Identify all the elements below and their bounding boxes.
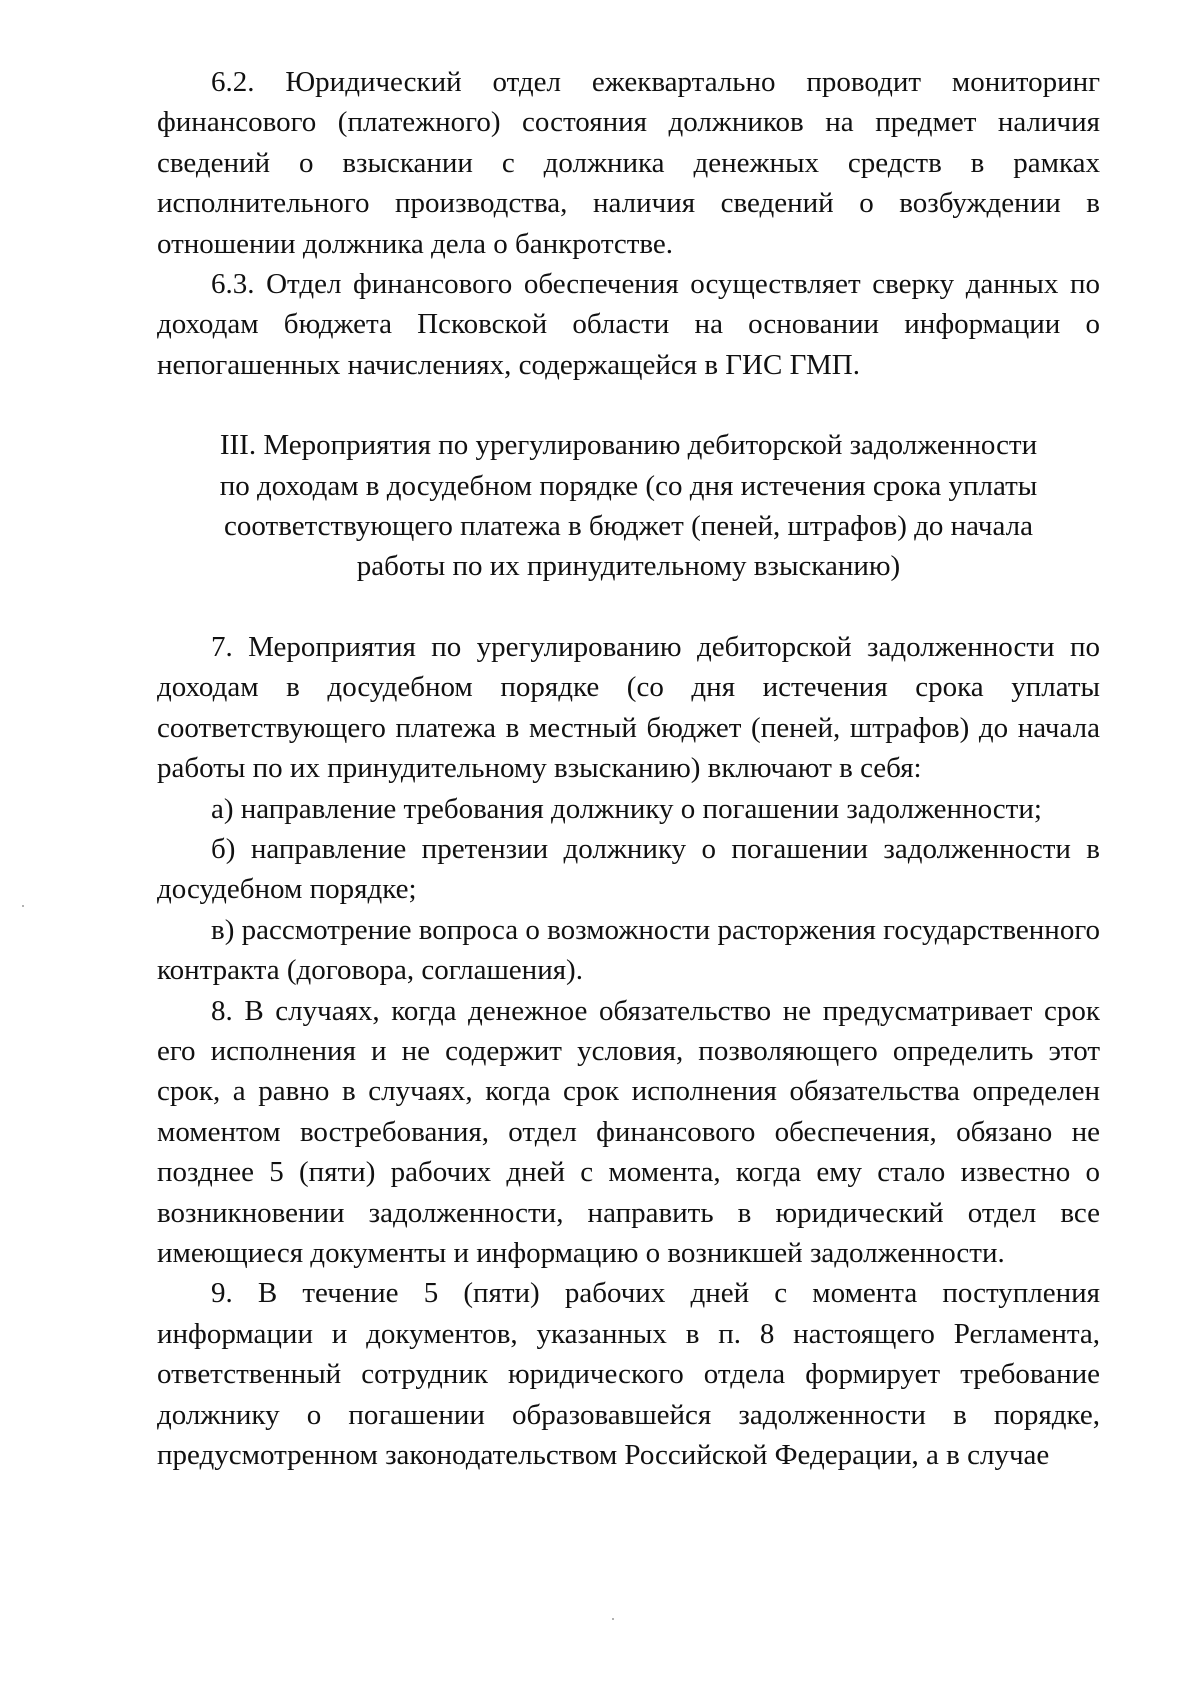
list-item-a: а) направление требования должнику о погашении задолженности; — [211, 792, 1042, 825]
section-heading-iii — [157, 425, 1100, 587]
document-body — [157, 62, 1100, 1475]
scan-speck — [612, 1618, 614, 1620]
list-item-v: в) рассмотрение вопроса о возможности расторжения государственного контракта (договора, соглашения). — [157, 913, 1100, 987]
scan-speck — [22, 905, 24, 907]
paragraph-8: 8. В случаях, когда денежное обязательство не предусматривает срок его исполнения и не содержит условия, позволяющего определить этот срок, а равно в случаях, когда срок исполнения обязательства определен моментом востребования, отдел финансового обеспечения, обязано не позднее 5 (пяти) рабочих дней с момента, когда ему стало известно о возникновении задолженности, направить в юридический отдел все имеющиеся документы и информацию о возникшей задолженности. — [157, 994, 1100, 1269]
section-heading-line: работы по их принудительному взысканию) — [356, 550, 901, 583]
paragraph-7: 7. Мероприятия по урегулированию дебиторской задолженности по доходам в досудебном порядке (со дня истечения срока уплаты соответствующего платежа в местный бюджет (пеней, штрафов) до начала работы по их принудительному взысканию) включают в себя: — [157, 630, 1100, 785]
paragraph-6-3: 6.3. Отдел финансового обеспечения осуществляет сверку данных по доходам бюджета Псковской области на основании информации о непогашенных начислениях, содержащейся в ГИС ГМП. — [157, 268, 1100, 381]
paragraph-9: 9. В течение 5 (пяти) рабочих дней с момента поступления информации и документов, указанных в п. 8 настоящего Регламента, ответственный сотрудник юридического отдела формирует требование должнику о погашении образовавшейся задолженности в порядке, предусмотренном законодательством Российской Федерации, а в случае — [157, 1277, 1100, 1471]
section-heading-line: по доходам в досудебном порядке (со дня истечения срока уплаты — [219, 469, 1038, 502]
section-heading-line: III. Мероприятия по урегулированию дебиторской задолженности — [219, 429, 1038, 462]
list-item-b: б) направление претензии должнику о погашении задолженности в досудебном порядке; — [157, 832, 1100, 906]
section-heading-line: соответствующего платежа в бюджет (пеней, штрафов) до начала — [224, 510, 1033, 543]
paragraph-6-2: 6.2. Юридический отдел ежеквартально проводит мониторинг финансового (платежного) состояния должников на предмет наличия сведений о взыскании с должника денежных средств в рамках исполнительного производства, наличия сведений о возбуждении в отношении должника дела о банкротстве. — [157, 66, 1100, 260]
